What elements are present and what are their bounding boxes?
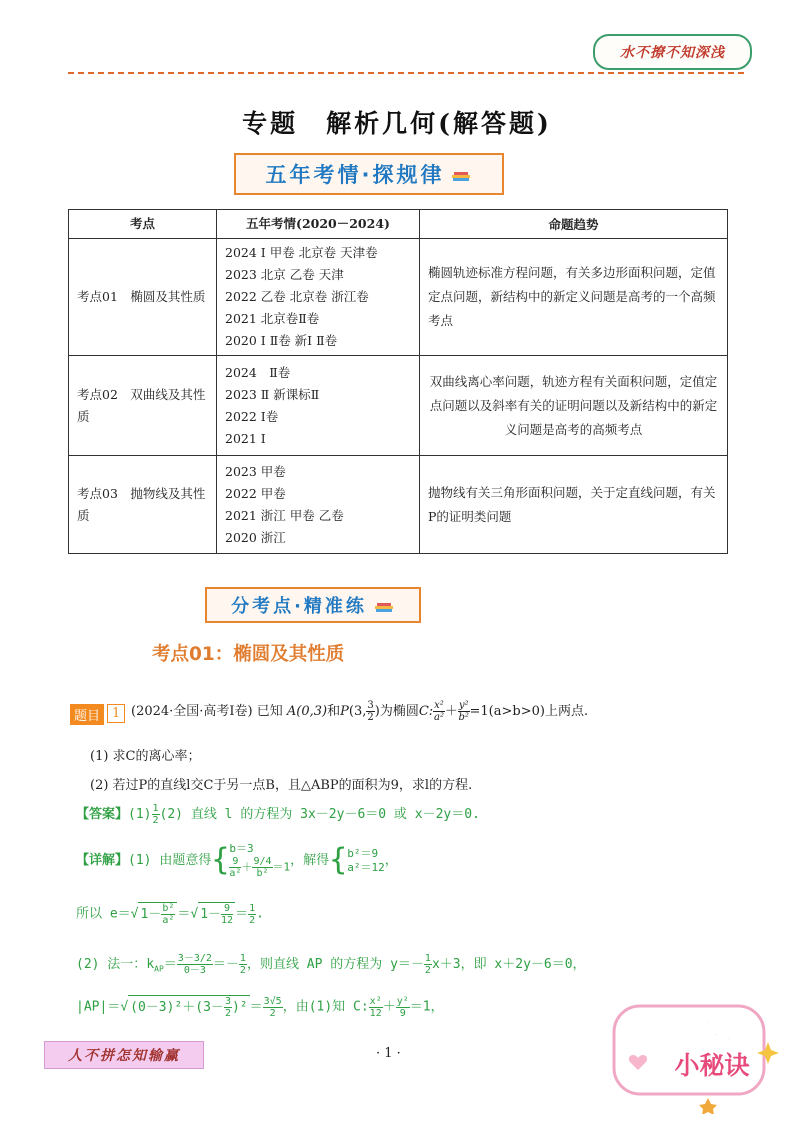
year-line: 2022 甲卷 xyxy=(225,485,286,501)
years-cell xyxy=(217,356,420,456)
column-header-years: 五年考情(2020－2024) xyxy=(217,210,420,239)
header-divider xyxy=(68,72,744,74)
section-banner-practice xyxy=(205,587,421,623)
trend-cell: 双曲线离心率问题，轨迹方程有关面积问题，定值定点问题以及斜率有关的证明问题以及新结构中的新定义问题是高考的高频考点 xyxy=(420,356,728,456)
detail-ap-end: ＝1， xyxy=(409,999,444,1015)
section-banner-trends xyxy=(234,153,504,195)
detail-line-2: 所以 e＝√ 1－ $\frac{\text{b²}}{\text{a²}}$ ＝√ 1－ $\frac{9}{12}$ ＝ $\frac{1}{2}$ . xyxy=(76,902,264,926)
point-a: A(0,3) xyxy=(286,704,328,719)
question-2: (2) 若过P的直线l交C于另一点B，且△ABP的面积为9，求l的方程. xyxy=(90,778,473,793)
badge-line-1: 高中学习 xyxy=(635,1015,737,1044)
trend-cell: 抛物线有关三角形面积问题，关于定直线问题，有关P的证明类问题 xyxy=(420,456,728,554)
star-icon xyxy=(699,1098,717,1114)
section-heading: 考点01：椭圆及其性质 xyxy=(152,644,345,665)
point-cell: 考点02 双曲线及其性质 xyxy=(69,356,217,456)
page-number: · 1 · xyxy=(376,1046,401,1061)
year-line: 2023 北京 乙卷 天津 xyxy=(225,267,344,282)
answer-part1: (1) xyxy=(128,807,152,822)
books-icon xyxy=(373,596,395,614)
year-line: 2020 浙江 xyxy=(225,529,286,545)
detail-line-eq: ，则直线 AP 的方程为 y＝－ xyxy=(246,957,424,972)
table-row xyxy=(69,456,728,554)
stem-condition: =1(a>b>0) xyxy=(469,704,545,719)
footer-motto: 人不拼怎知输赢 xyxy=(44,1041,204,1069)
year-line: 2023 Ⅱ 新课标Ⅱ xyxy=(225,386,320,402)
years-cell xyxy=(217,456,420,554)
column-header-trend: 命题趋势 xyxy=(420,210,728,239)
year-line: 2022 乙卷 北京卷 浙江卷 xyxy=(225,289,369,304)
detail-line-1: 【详解】(1) 由题意得{ b＝3 $\frac{9}{\text{a²}}$ ＋ $\frac{9/4}{\text{b²}}$ ＝1 ，解得{ b²＝9 a²＝12 ， xyxy=(76,842,398,879)
detail-so: 所以 e＝ xyxy=(76,906,131,922)
table-row xyxy=(69,239,728,356)
detail-line-eq2: x＋3，即 x＋2y－6＝0， xyxy=(431,957,586,972)
answer-part2: (2) 直线 l 的方程为 3x－2y－6＝0 或 x－2y＝0. xyxy=(159,807,480,822)
detail-line-4: |AP|＝√ (0－3)²＋(3－ $\frac{3}{2}$ )² ＝ $\frac{3√5}{2}$ ，由(1)知 C: $\frac{\text{x²}}{12}$ ＋ $\frac{\text{y²}}{9}$ ＝1， xyxy=(76,995,444,1019)
year-line: 2024 Ⅰ 甲卷 北京卷 天津卷 xyxy=(225,245,378,260)
problem-number: 1 xyxy=(107,704,125,723)
stem-mid: 为椭圆 xyxy=(379,704,419,719)
detail-label: 【详解】 xyxy=(76,853,129,868)
table-row xyxy=(69,356,728,456)
year-line: 2024 Ⅱ卷 xyxy=(225,364,291,380)
stem-prefix: (2024·全国·高考Ⅰ卷) 已知 xyxy=(131,704,283,719)
study-tips-badge xyxy=(608,1002,780,1114)
banner-label: 分考点·精准练 xyxy=(231,596,367,617)
year-line: 2022 Ⅰ卷 xyxy=(225,408,279,424)
year-line: 2023 甲卷 xyxy=(225,463,286,479)
problem-stem: (2024·全国·高考Ⅰ卷) 已知 A(0,3)和P(3, $\frac{3}{2}$ )为椭圆C: $\frac{\text{x²}}{\text{a²}}$ ＋ $\frac{\text{y²}}{\text{b²}}$ =1(a>b>0)上两点. xyxy=(131,700,589,723)
answer-line: 【答案】(1) $\frac{1}{2}$ (2) 直线 l 的方程为 3x－2y－6＝0 或 x－2y＝0. xyxy=(76,803,480,826)
answer-label: 【答案】 xyxy=(76,807,129,822)
point-cell: 考点03 抛物线及其性质 xyxy=(69,456,217,554)
stem-end: 上两点. xyxy=(544,704,589,719)
badge-line-2: 小秘诀 xyxy=(674,1051,750,1080)
exam-summary-table xyxy=(68,209,728,554)
detail-solve: ，解得 xyxy=(290,853,330,868)
question-1: (1) 求C的离心率； xyxy=(90,749,201,764)
books-icon xyxy=(450,165,472,183)
stem-and: 和 xyxy=(327,704,341,719)
page-title: 专题 解析几何(解答题) xyxy=(242,109,552,138)
detail-method: (2) 法一： xyxy=(76,957,147,972)
point-p: P xyxy=(340,704,349,719)
column-header-point: 考点 xyxy=(69,210,217,239)
year-line: 2020 Ⅰ Ⅱ卷 新Ⅰ Ⅱ卷 xyxy=(225,333,338,348)
point-cell: 考点01 椭圆及其性质 xyxy=(69,239,217,356)
header-motto: 水不撩不知深浅 xyxy=(593,34,752,70)
detail-part1: (1) 由题意得 xyxy=(128,853,212,868)
detail-ap-mid: ，由(1)知 C: xyxy=(282,999,369,1015)
year-line: 2021 Ⅰ xyxy=(225,430,266,446)
table-header-row xyxy=(69,210,728,239)
problem-label: 题目 xyxy=(70,704,104,725)
detail-ap-prefix: |AP|＝ xyxy=(76,999,121,1015)
years-cell xyxy=(217,239,420,356)
detail-line-3: (2) 法一：$k_{AP}=$ $\frac{3-3/2}{0-3}$ ＝－ $\frac{1}{2}$ ，则直线 AP 的方程为 y＝－ $\frac{1}{2}$ x＋3，即 x＋2y－6＝0， xyxy=(76,953,586,976)
ellipse-c: C: xyxy=(418,704,434,719)
trend-cell: 椭圆轨迹标准方程问题，有关多边形面积问题，定值定点问题，新结构中的新定义问题是高考的一个高频考点 xyxy=(420,239,728,356)
year-line: 2021 北京卷Ⅱ卷 xyxy=(225,311,320,326)
year-line: 2021 浙江 甲卷 乙卷 xyxy=(225,507,344,523)
banner-label: 五年考情·探规律 xyxy=(265,163,445,187)
